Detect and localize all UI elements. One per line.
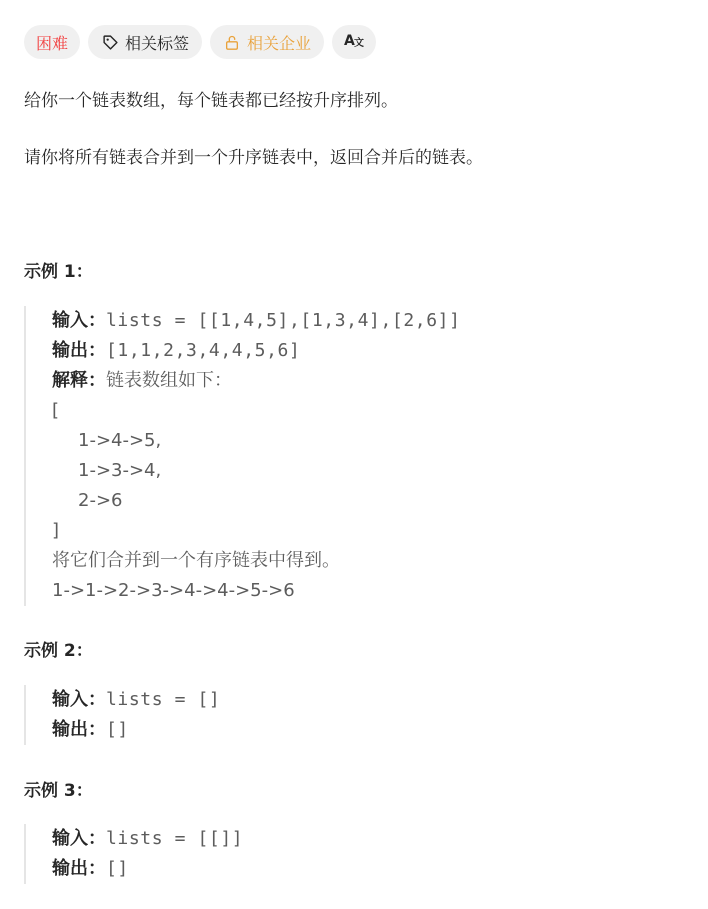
related-companies-button[interactable] bbox=[210, 25, 324, 59]
example-1-title: 示例 1： bbox=[24, 262, 93, 282]
example-1-output bbox=[52, 336, 684, 366]
tag-bar bbox=[24, 25, 376, 59]
merged-result: 1->1->2->3->4->4->5->6 bbox=[52, 580, 295, 601]
example-3-output bbox=[52, 854, 684, 884]
svg-text:文: 文 bbox=[354, 38, 365, 48]
explain-value: 链表数组如下： bbox=[106, 370, 232, 391]
translate-button[interactable] bbox=[332, 25, 376, 59]
example-1-explanation bbox=[52, 366, 684, 396]
merged-description: 将它们合并到一个有序链表中得到。 bbox=[52, 550, 340, 571]
svg-text:A: A bbox=[344, 33, 355, 48]
output-value: [] bbox=[106, 719, 129, 740]
example-2-input bbox=[52, 685, 684, 715]
related-companies-label: 相关企业 bbox=[247, 33, 312, 53]
input-value: lists = [[1,4,5],[1,3,4],[2,6]] bbox=[106, 310, 461, 331]
difficulty-badge[interactable] bbox=[24, 25, 80, 59]
list-line-2: 1->3->4, bbox=[78, 460, 162, 481]
input-value: lists = [[]] bbox=[106, 828, 244, 849]
example-3-input bbox=[52, 824, 684, 854]
input-value: lists = [] bbox=[106, 689, 221, 710]
list-line-1: 1->4->5, bbox=[78, 430, 162, 451]
output-value: [] bbox=[106, 858, 129, 879]
input-label: 输入： bbox=[52, 310, 106, 331]
output-label: 输出： bbox=[52, 340, 106, 361]
list-line-3: 2->6 bbox=[78, 490, 123, 511]
example-1-block bbox=[24, 306, 684, 606]
description-paragraph-1: 给你一个链表数组，每个链表都已经按升序排列。 bbox=[24, 91, 398, 111]
list-open-bracket: [ bbox=[52, 400, 60, 421]
output-label: 输出： bbox=[52, 719, 106, 740]
explain-label: 解释： bbox=[52, 370, 106, 391]
related-tags-button[interactable] bbox=[88, 25, 202, 59]
example-3-block bbox=[24, 824, 684, 884]
output-value: [1,1,2,3,4,4,5,6] bbox=[106, 340, 301, 361]
input-label: 输入： bbox=[52, 689, 106, 710]
list-close-bracket: ] bbox=[52, 520, 60, 541]
output-label: 输出： bbox=[52, 858, 106, 879]
example-1-input bbox=[52, 306, 684, 336]
difficulty-label: 困难 bbox=[36, 33, 69, 53]
input-label: 输入： bbox=[52, 828, 106, 849]
lock-icon bbox=[223, 33, 241, 51]
related-tags-label: 相关标签 bbox=[125, 33, 190, 53]
tag-icon bbox=[101, 33, 119, 51]
example-2-block bbox=[24, 685, 684, 745]
example-2-title: 示例 2： bbox=[24, 641, 93, 661]
description-paragraph-2: 请你将所有链表合并到一个升序链表中，返回合并后的链表。 bbox=[24, 148, 483, 168]
example-3-title: 示例 3： bbox=[24, 781, 93, 801]
example-2-output bbox=[52, 715, 684, 745]
translate-icon bbox=[344, 32, 364, 52]
